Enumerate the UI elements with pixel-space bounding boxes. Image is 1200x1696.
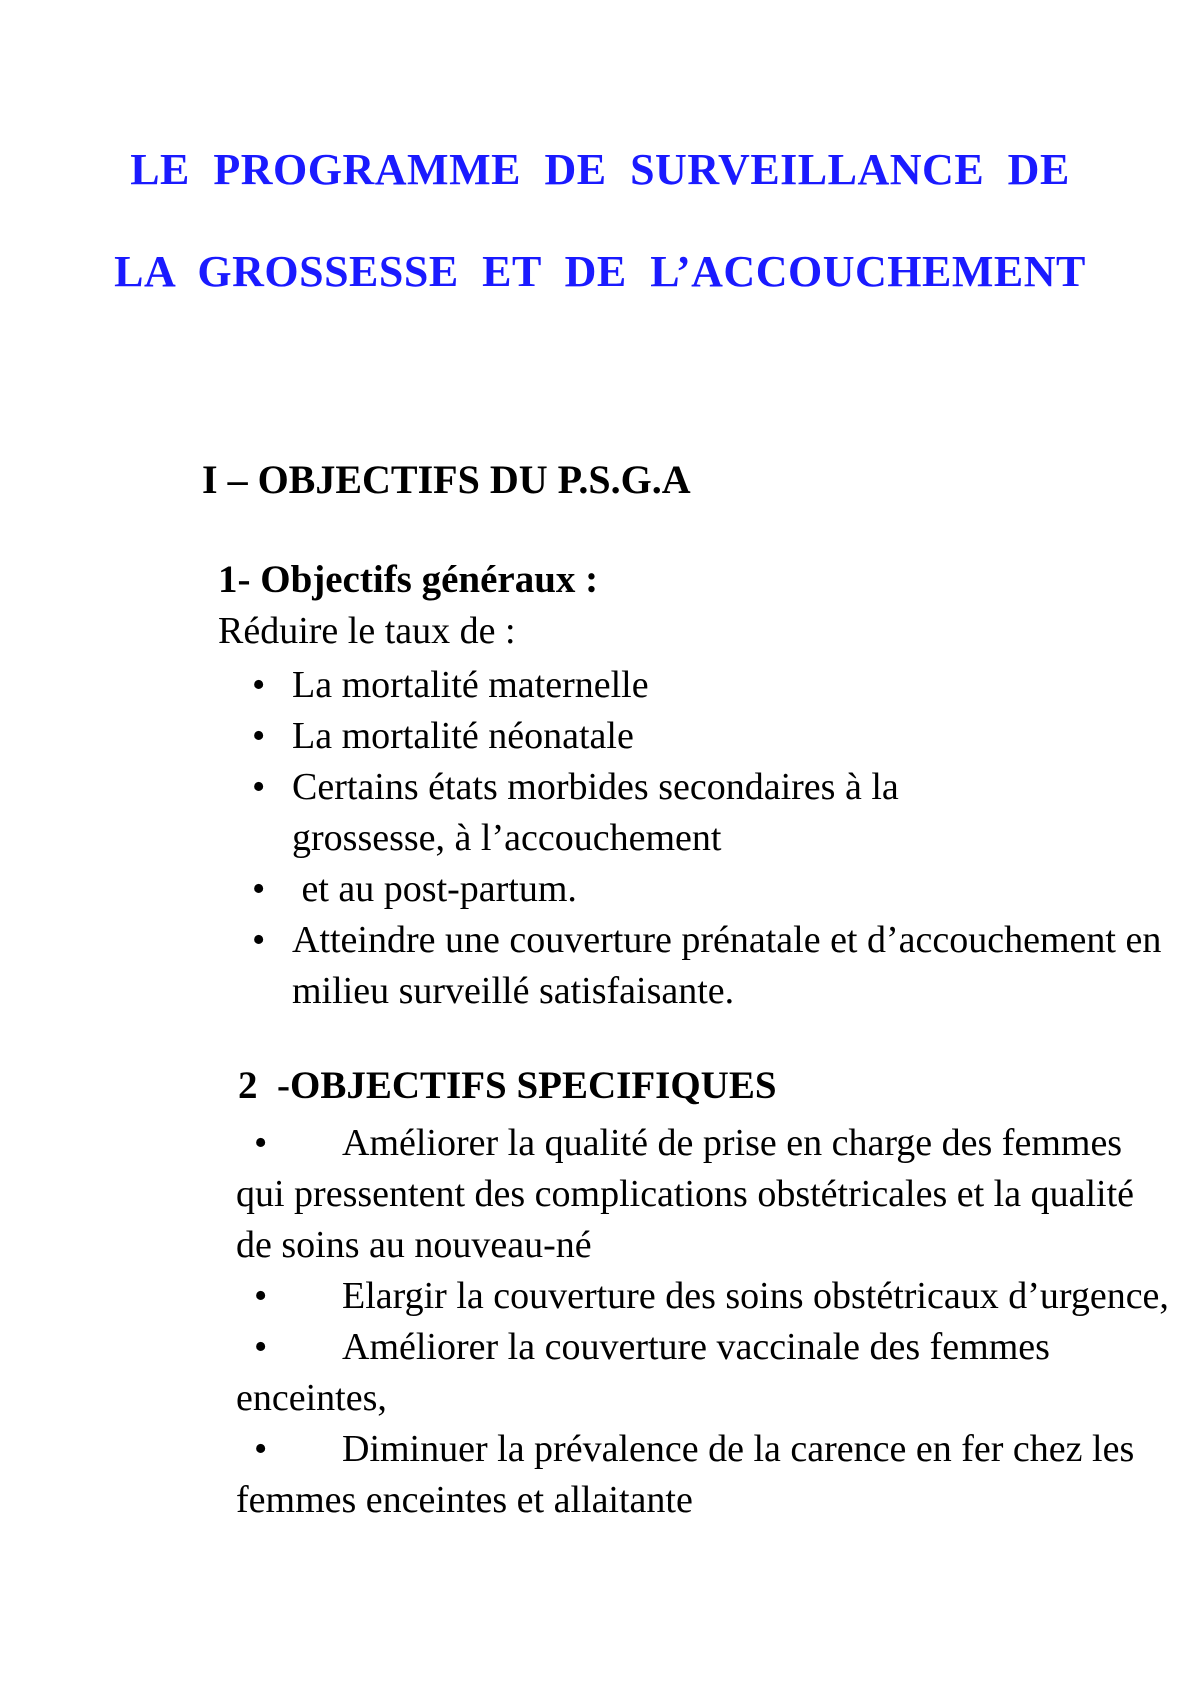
list-item-text: Améliorer la couverture vaccinale des femmes enceintes, bbox=[236, 1326, 1050, 1419]
bullet-icon: • bbox=[252, 715, 266, 757]
bullet-icon: • bbox=[252, 664, 266, 706]
general-objectives-intro: Réduire le taux de : bbox=[218, 610, 516, 652]
list-item bbox=[236, 1271, 1176, 1322]
list-item-text: Atteindre une couverture prénatale et d’accouchement en milieu surveillé satisfaisante. bbox=[292, 919, 1162, 1012]
list-item bbox=[236, 1118, 1176, 1271]
list-item bbox=[252, 711, 1172, 762]
bullet-icon: • bbox=[254, 1326, 268, 1368]
list-item bbox=[236, 1322, 1176, 1424]
bullet-icon: • bbox=[252, 766, 266, 808]
list-item-text: Certains états morbides secondaires à la grossesse, à l’accouchement bbox=[292, 766, 899, 859]
list-item bbox=[252, 864, 1172, 915]
list-item-text: Améliorer la qualité de prise en charge des femmes qui pressentent des complications obstétricales et la qualité de soins au nouveau-né bbox=[236, 1122, 1135, 1266]
list-item bbox=[252, 762, 1172, 864]
subheading-general-objectives: 1- Objectifs généraux : bbox=[218, 558, 599, 601]
list-item-text: Elargir la couverture des soins obstétricaux d’urgence, bbox=[342, 1275, 1169, 1317]
list-item-text: Diminuer la prévalence de la carence en fer chez les femmes enceintes et allaitante bbox=[236, 1428, 1135, 1521]
list-item-text: et au post-partum. bbox=[292, 868, 577, 910]
page-title-line-2: LA GROSSESSE ET DE L’ACCOUCHEMENT bbox=[114, 247, 1086, 296]
list-item-text: La mortalité néonatale bbox=[292, 715, 634, 757]
bullet-icon: • bbox=[254, 1122, 268, 1164]
list-item bbox=[236, 1424, 1176, 1526]
bullet-icon: • bbox=[254, 1428, 268, 1470]
specific-objectives-list bbox=[236, 1118, 1176, 1526]
bullet-icon: • bbox=[254, 1275, 268, 1317]
list-item bbox=[252, 915, 1172, 1017]
list-item bbox=[252, 660, 1172, 711]
section-heading-objectives: I – OBJECTIFS DU P.S.G.A bbox=[202, 457, 691, 502]
subheading-specific-objectives: 2 -OBJECTIFS SPECIFIQUES bbox=[238, 1064, 777, 1107]
list-item-text: La mortalité maternelle bbox=[292, 664, 649, 706]
page-title-line-1: LE PROGRAMME DE SURVEILLANCE DE bbox=[130, 145, 1070, 194]
bullet-icon: • bbox=[252, 868, 266, 910]
bullet-icon: • bbox=[252, 919, 266, 961]
general-objectives-list bbox=[252, 660, 1172, 1017]
